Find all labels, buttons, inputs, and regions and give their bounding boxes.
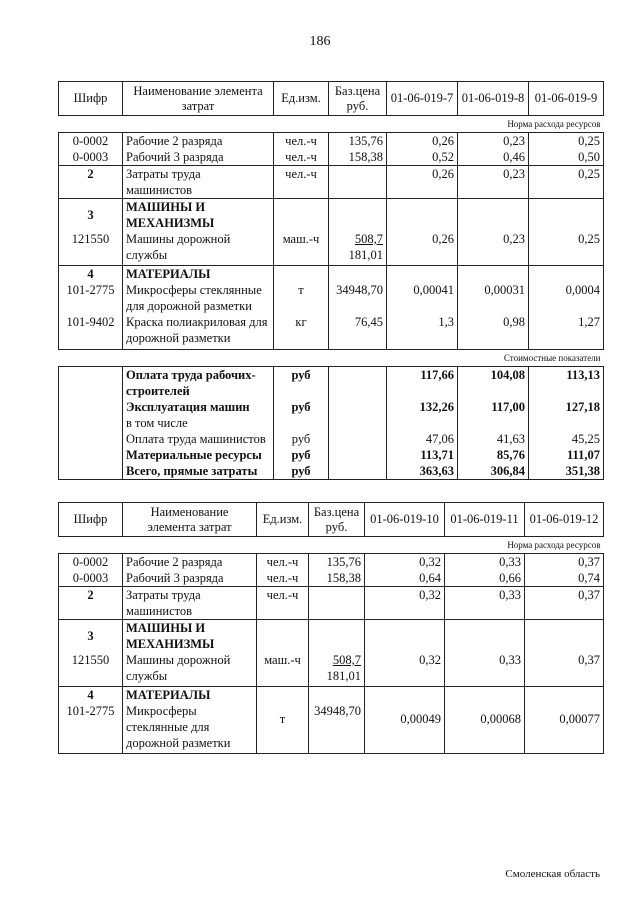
table-row: 0-0003 Рабочий 3 разряда чел.-ч 158,38 0,52 0,46 0,50 bbox=[59, 149, 604, 166]
header-name: Наименование элемента затрат bbox=[123, 503, 257, 537]
table-row: 0-0002 Рабочие 2 разряда чел.-ч 135,76 0,32 0,33 0,37 bbox=[59, 554, 604, 571]
header-col-3: 01-06-019-12 bbox=[525, 503, 604, 537]
cost-table-1 bbox=[58, 81, 604, 480]
header-code: Шифр bbox=[59, 503, 123, 537]
footer-region: Смоленская область bbox=[505, 868, 600, 880]
table-row: 0-0003 Рабочий 3 разряда чел.-ч 158,38 0,64 0,66 0,74 bbox=[59, 570, 604, 587]
table-row: 101-9402 Краска полиакриловая для дорожной разметки кг 76,45 1,3 0,98 1,27 bbox=[59, 314, 604, 350]
cost-row: Материальные ресурсы руб 113,71 85,76 111,07 bbox=[59, 447, 604, 463]
table-header bbox=[59, 82, 604, 116]
table-row: 101-2775 Микросферы стеклянные для дорожной разметки т 34948,70 0,00041 0,00031 0,0004 bbox=[59, 282, 604, 314]
table-row: 121550 Машины дорожной службы маш.-ч 508,7 181,01 0,32 0,33 0,37 bbox=[59, 652, 604, 687]
norm-label: Норма расхода ресурсов bbox=[59, 116, 604, 133]
norm-label: Норма расхода ресурсов bbox=[59, 537, 604, 554]
table-row: 2 Затраты труда машинистов чел.-ч 0,26 0,23 0,25 bbox=[59, 166, 604, 199]
section-row: 4 МАТЕРИАЛЫ bbox=[59, 266, 604, 283]
header-col-3: 01-06-019-9 bbox=[529, 82, 604, 116]
section-row: 4 МАТЕРИАЛЫ bbox=[59, 687, 604, 704]
table-row: 2 Затраты труда машинистов чел.-ч 0,32 0,33 0,37 bbox=[59, 587, 604, 620]
cost-label-row bbox=[59, 350, 604, 367]
table-row: 0-0002 Рабочие 2 разряда чел.-ч 135,76 0,26 0,23 0,25 bbox=[59, 133, 604, 150]
cost-row: Эксплуатация машин в том числе руб 132,26 117,00 127,18 bbox=[59, 399, 604, 431]
cost-row: Оплата труда машинистов руб 47,06 41,63 45,25 bbox=[59, 431, 604, 447]
table-header bbox=[59, 503, 604, 537]
cost-row: Всего, прямые затраты руб 363,63 306,84 351,38 bbox=[59, 463, 604, 480]
header-price: Баз.цена руб. bbox=[309, 503, 365, 537]
norm-label-row bbox=[59, 537, 604, 554]
header-col-1: 01-06-019-10 bbox=[365, 503, 445, 537]
table-row: 121550 Машины дорожной службы маш.-ч 508,7 181,01 0,26 0,23 0,25 bbox=[59, 231, 604, 266]
header-col-2: 01-06-019-11 bbox=[445, 503, 525, 537]
norm-label-row bbox=[59, 116, 604, 133]
cost-label: Стоимостные показатели bbox=[59, 350, 604, 367]
header-col-2: 01-06-019-8 bbox=[458, 82, 529, 116]
header-code: Шифр bbox=[59, 82, 123, 116]
header-name: Наименование элемента затрат bbox=[123, 82, 274, 116]
header-col-1: 01-06-019-7 bbox=[387, 82, 458, 116]
cost-table-2 bbox=[58, 502, 604, 754]
cost-row: Оплата труда рабочих- строителей руб 117,66 104,08 113,13 bbox=[59, 367, 604, 400]
section-row: 3 МАШИНЫ И МЕХАНИЗМЫ bbox=[59, 199, 604, 232]
section-row: 3 МАШИНЫ И МЕХАНИЗМЫ bbox=[59, 620, 604, 653]
header-unit: Ед.изм. bbox=[257, 503, 309, 537]
page-number: 186 bbox=[309, 34, 331, 49]
header-price: Баз.цена руб. bbox=[329, 82, 387, 116]
header-unit: Ед.изм. bbox=[274, 82, 329, 116]
table-row: 101-2775 Микросферы стеклянные для дорожной разметки т 34948,70 0,00049 0,00068 0,00077 bbox=[59, 703, 604, 754]
